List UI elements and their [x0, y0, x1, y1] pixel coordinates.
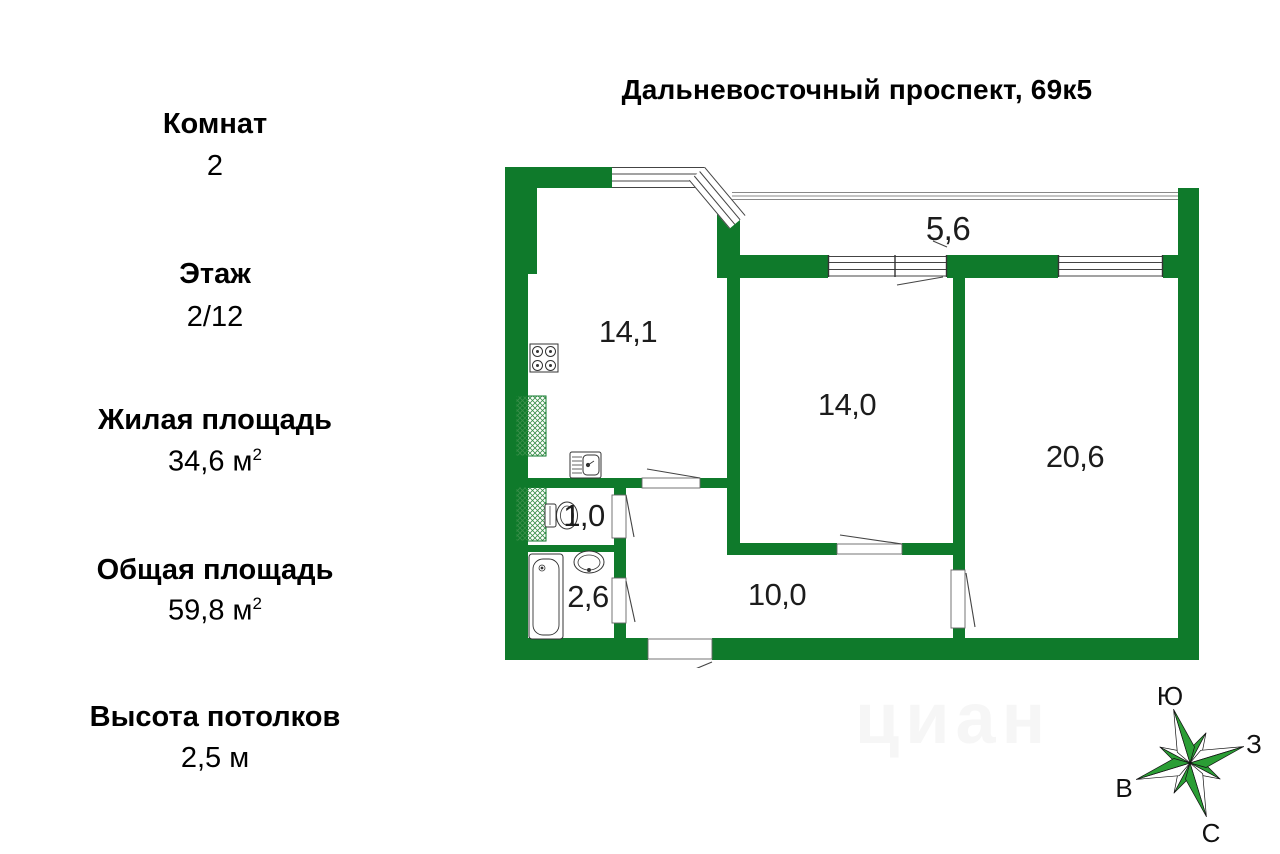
stove-icon: [530, 344, 558, 372]
room-label-wc: 1,0: [563, 498, 605, 533]
compass-label-west: З: [1246, 729, 1262, 759]
bathtub-icon: [529, 554, 563, 639]
room-label-living-room: 14,0: [817, 387, 877, 422]
floor-value: 2/12: [186, 301, 244, 333]
room-label-kitchen: 14,1: [598, 314, 658, 349]
room-label-balcony: 5,6: [925, 210, 971, 247]
room-label-bedroom: 20,6: [1045, 439, 1105, 474]
ceiling-height-value: 2,5 м: [180, 742, 250, 774]
rooms-count-value: 2: [206, 150, 224, 182]
living-area-value: [40, 445, 390, 479]
compass-label-south: Ю: [1156, 683, 1184, 711]
living-area-label: Жилая площадь: [97, 404, 333, 436]
bedroom-window-icon: [1058, 255, 1163, 277]
living-area-sup: 2: [252, 445, 262, 464]
washbasin-icon: [574, 551, 604, 573]
ceiling-height-label: Высота потолков: [89, 701, 341, 733]
compass-label-east: В: [1115, 773, 1133, 803]
total-area-label: Общая площадь: [96, 554, 334, 586]
wc-door: [612, 495, 634, 538]
bathroom-door: [612, 578, 635, 623]
bay-window-icon: [612, 167, 745, 229]
total-area-value: [40, 594, 390, 628]
compass-label-north: С: [1201, 818, 1221, 843]
page-title: Дальневосточный проспект, 69к5: [621, 74, 1093, 105]
balcony-glazing-icon: [732, 193, 1178, 200]
living-room-door: [837, 535, 902, 554]
entrance-door: [648, 639, 712, 668]
watermark: циан: [855, 679, 1052, 759]
room-label-bathroom: 2,6: [567, 579, 609, 614]
total-area-sup: 2: [252, 594, 262, 613]
rooms-count-label: Комнат: [162, 108, 268, 140]
total-area-number: 59,8 м: [168, 594, 253, 627]
kitchen-sink-icon: [570, 452, 601, 478]
bedroom-door: [951, 570, 975, 628]
kitchen-door: [642, 469, 700, 488]
compass-rose: [1110, 683, 1270, 843]
living-area-number: 34,6 м: [168, 445, 253, 478]
room-label-hallway: 10,0: [747, 577, 807, 612]
floor-label: Этаж: [179, 258, 251, 290]
